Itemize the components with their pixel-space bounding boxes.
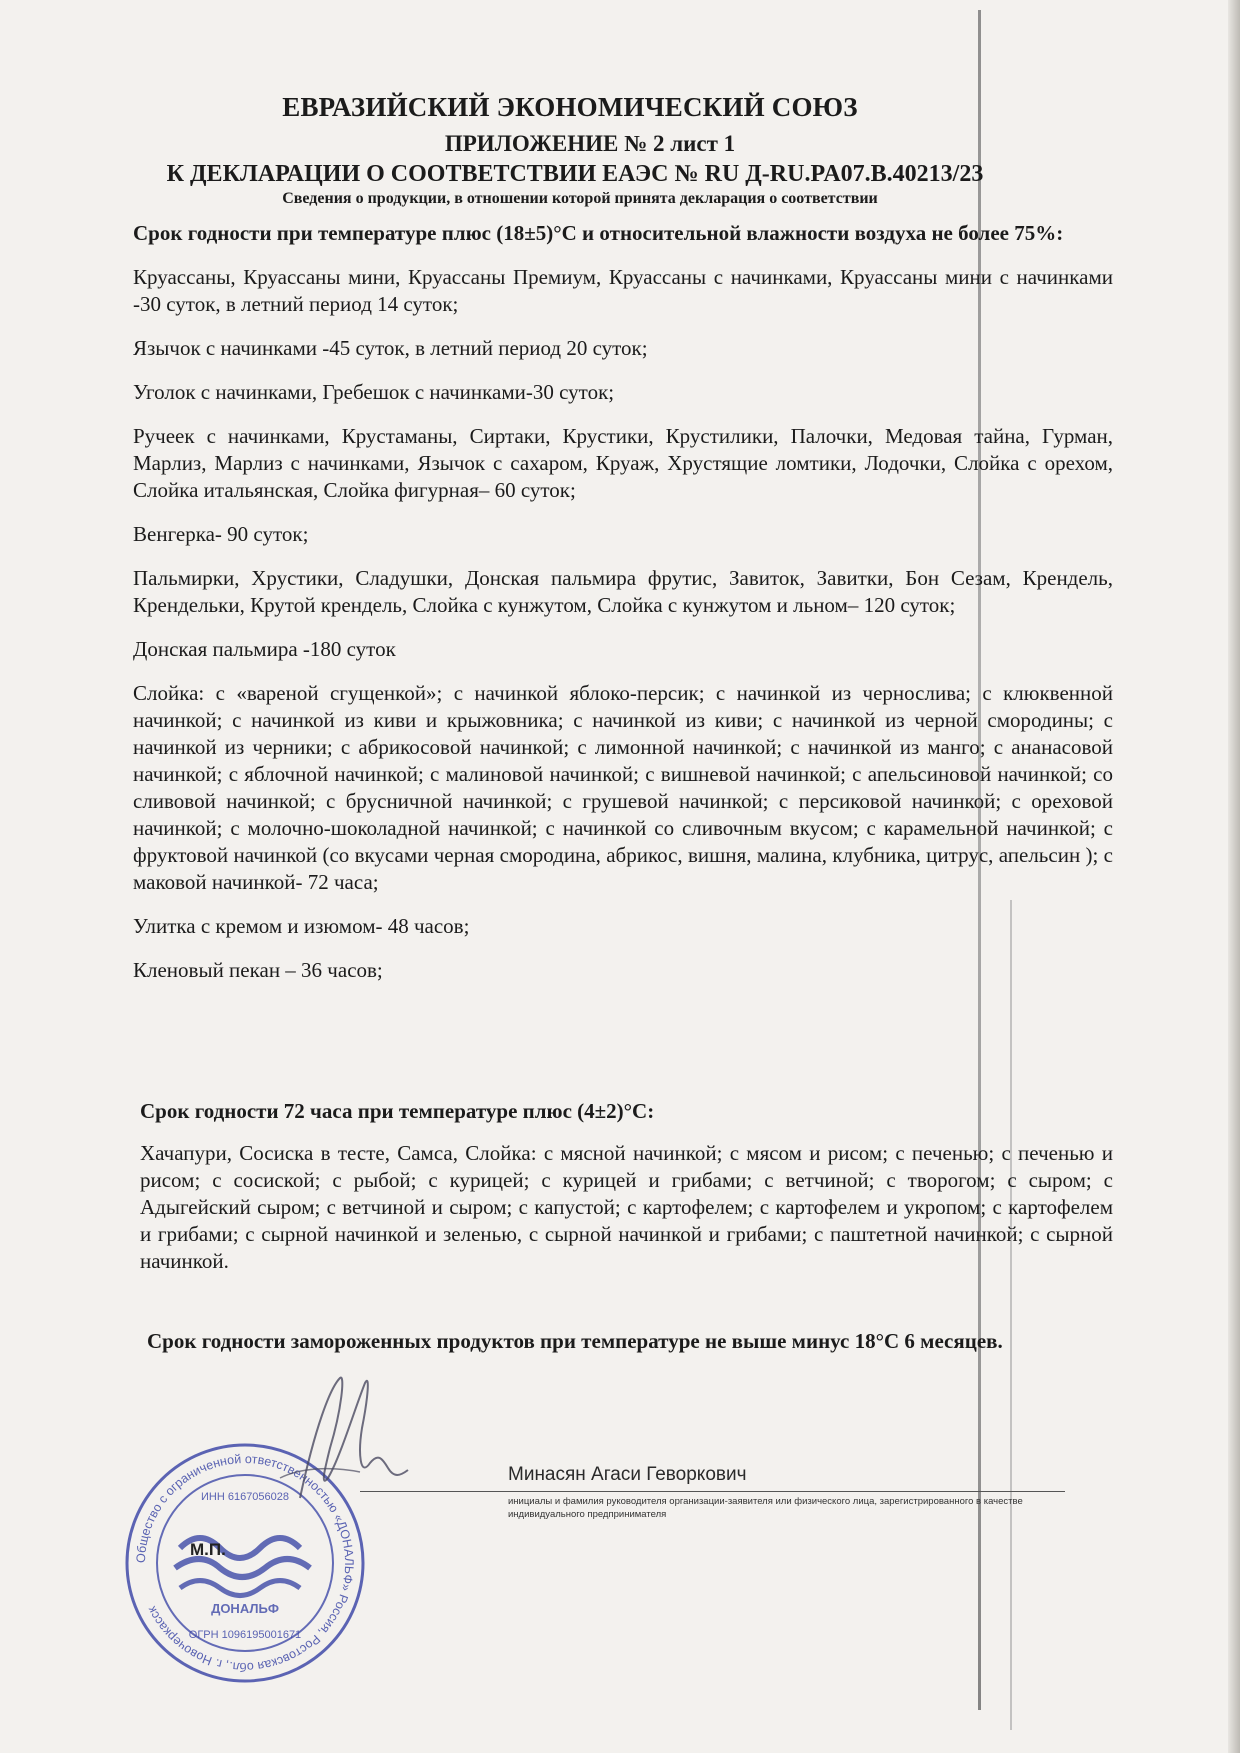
paragraph: Уголок с начинками, Гребешок с начинками-30 суток;: [133, 380, 615, 404]
paragraph: Хачапури, Сосиска в тесте, Самса, Слойка: с мясной начинкой; с мясом и рисом; с печенью; с печенью и рисом; с сосиской; с рыбой; с курицей; с курицей и грибами; с ветчиной; с творогом; с сыром; с Адыгейский сыром; с ветчиной и сыром; с капустой; с картофелем; с картофелем и укропом; с картофелем и грибами; с сырной начинкой и зеленью, с сырной начинкой и грибами; с паштетной начинкой; с сырной начинкой.: [140, 1141, 1113, 1273]
paragraph: Язычок с начинками -45 суток, в летний период 20 суток;: [133, 336, 648, 360]
document-header: [0, 92, 1140, 208]
section-heading: Срок годности 72 часа при температуре плюс (4±2)°С:: [140, 1099, 655, 1123]
stamp-logo-text: ДОНАЛЬФ: [211, 1601, 279, 1616]
scan-fold-line-secondary: [1010, 900, 1012, 1730]
seal-place-label: М.П.: [190, 1540, 226, 1559]
paragraph: Ручеек с начинками, Крустаманы, Сиртаки, Крустики, Крустилики, Палочки, Медовая тайна, Гурман, Марлиз, Марлиз с начинками, Язычок с сахаром, Круаж, Хрустящие ломтики, Лодочки, Слойка с орехом, Слойка итальянская, Слойка фигурная– 60 суток;: [133, 424, 1113, 502]
paragraph: Слойка: с «вареной сгущенкой»; с начинкой яблоко-персик; с начинкой из чернослива; с клюквенной начинкой; с начинкой из киви и крыжовника; с начинкой из киви; с начинкой из черной смородины; с начинкой из черники; с абрикосовой начинкой; с лимонной начинкой; с начинкой из манго; с ананасовой начинкой; с яблочной начинкой; с малиновой начинкой; с вишневой начинкой; с апельсиновой начинкой; со сливовой начинкой; с брусничной начинкой; с грушевой начинкой; с персиковой начинкой; с ореховой начинкой; с молочно-шоколадной начинкой; с начинкой со сливочным вкусом; с карамельной начинкой; с фруктовой начинкой (со вкусами черная смородина, абрикос, вишня, малина, клубника, цитрус, апельсин ); с маковой начинкой- 72 часа;: [133, 681, 1113, 894]
handwritten-signature: [270, 1368, 410, 1518]
signature-line: [360, 1491, 510, 1492]
declaration-number: К ДЕКЛАРАЦИИ О СООТВЕТСТВИИ ЕАЭС № RU Д-RU.PA07.B.40213/23: [166, 161, 984, 187]
stamp-ogrn: ОГРН 1096195001671: [188, 1629, 302, 1641]
paragraph: Венгерка- 90 суток;: [133, 522, 309, 546]
paragraph: Донская пальмира -180 суток: [133, 637, 396, 661]
signatory-caption: инициалы и фамилия руководителя организации-заявителя или физического лица, зарегистрированного в качестве индивидуального предпринимателя: [508, 1496, 1023, 1520]
paragraph: Пальмирки, Хрустики, Сладушки, Донская пальмира фрутис, Завиток, Завитки, Бон Сезам, Крендель, Крендельки, Крутой крендель, Слойка с кунжутом, Слойка с кунжутом и льном– 120 суток;: [133, 566, 1113, 617]
signatory-name: Минасян Агаси Геворкович: [508, 1464, 747, 1485]
header-subtitle: Сведения о продукции, в отношении которой принята декларация о соответствии: [282, 190, 878, 207]
section-heading: Срок годности при температуре плюс (18±5)°С и относительной влажности воздуха не более 75%:: [133, 221, 1064, 245]
paragraph: Улитка с кремом и изюмом- 48 часов;: [133, 914, 470, 938]
paragraph: Кленовый пекан – 36 часов;: [133, 958, 383, 982]
section-chilled: [140, 1098, 1113, 1290]
union-title: ЕВРАЗИЙСКИЙ ЭКОНОМИЧЕСКИЙ СОЮЗ: [282, 92, 858, 122]
section-frozen: Срок годности замороженных продуктов при температуре не выше минус 18°С 6 месяцев.: [147, 1329, 1003, 1353]
appendix-title: ПРИЛОЖЕНИЕ № 2 лист 1: [444, 131, 736, 156]
section-room-temp: [133, 220, 1113, 1001]
stamp-ring-text: Общество с ограниченной ответственностью «ДОНАЛЬФ» Россия, Ростовская обл., г. Новочеркасск: [133, 1451, 357, 1675]
paragraph: Круассаны, Круассаны мини, Круассаны Премиум, Круассаны с начинками, Круассаны мини с начинками -30 суток, в летний период 14 суток;: [133, 265, 1113, 316]
signatory-underline: [505, 1491, 1065, 1492]
stamp-inn: ИНН 6167056028: [200, 1491, 290, 1503]
paper-edge: [1228, 0, 1240, 1753]
